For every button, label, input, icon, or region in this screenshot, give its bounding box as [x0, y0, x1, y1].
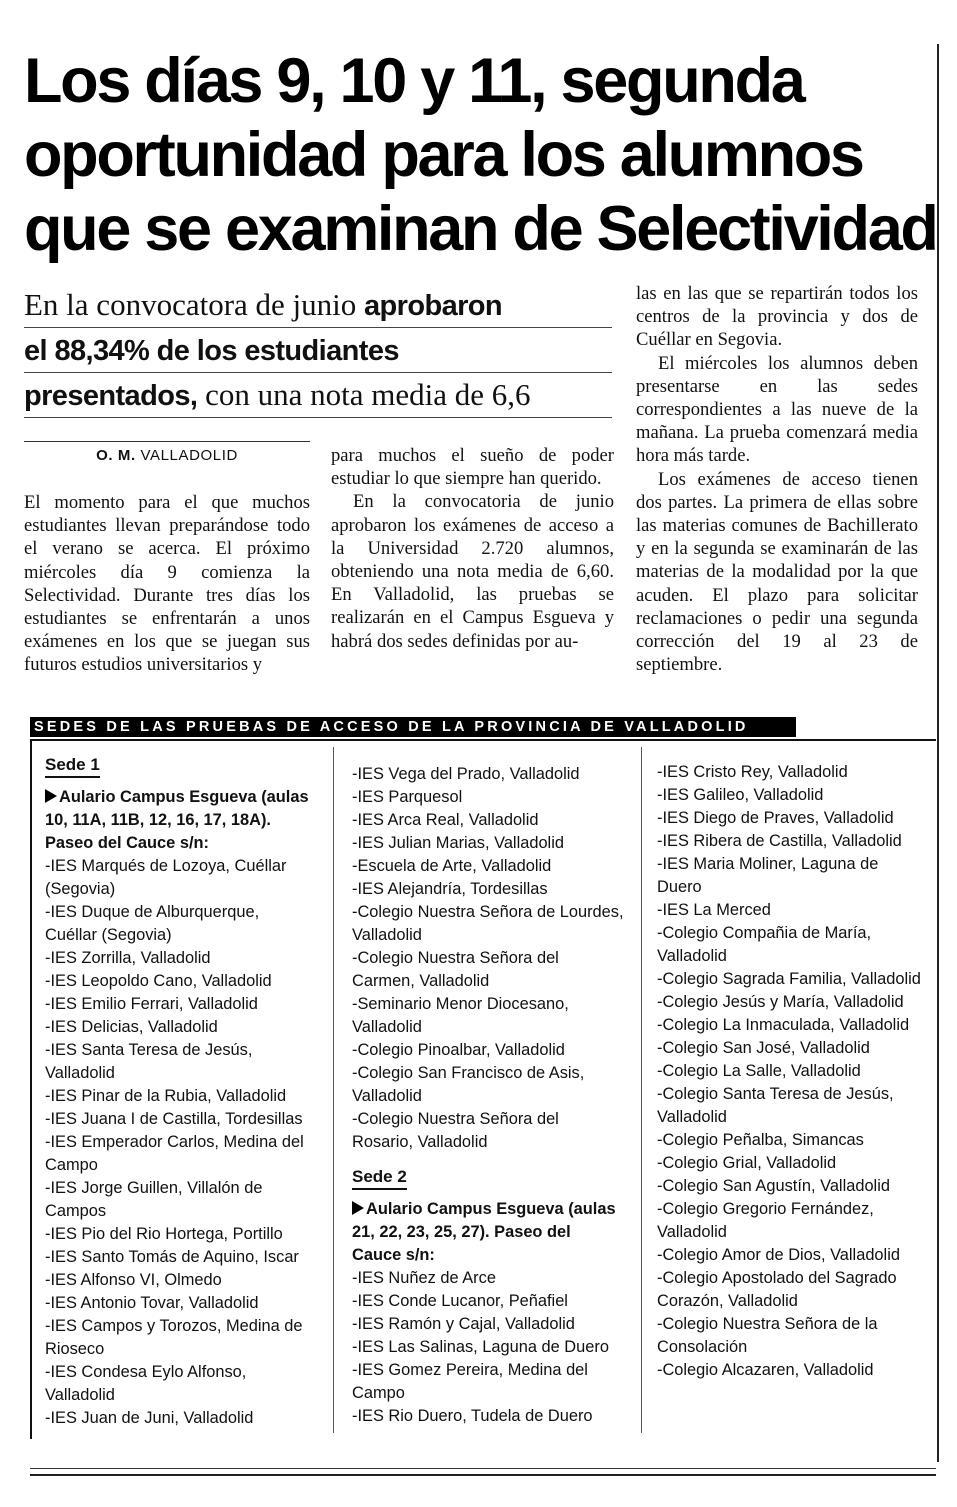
- byline: [24, 447, 310, 464]
- article-column-2: [331, 444, 614, 653]
- list-item: -IES Gomez Pereira, Medina del Campo: [352, 1361, 588, 1402]
- headline-line: oportunidad para los alumnos: [24, 120, 863, 190]
- list-item: -IES Ramón y Cajal, Valladolid: [352, 1315, 575, 1333]
- article-paragraph: Los exámenes de acceso tienen dos partes. La primera de ellas sobre las materias comunes de Bachillerato y en la segunda se examinarán de las materias de la modalidad por la que acuden. El plazo para solicitar reclamaciones o pedir una segunda corrección del 19 al 23 de septiembre.: [636, 468, 918, 676]
- list-item: -Colegio San José, Valladolid: [657, 1039, 870, 1057]
- article-column-3: [636, 282, 918, 676]
- list-item: -IES Diego de Praves, Valladolid: [657, 809, 894, 827]
- list-column-1: [45, 754, 315, 1430]
- subhead-bold: presentados,: [24, 380, 198, 412]
- list-item: -IES Santo Tomás de Aquino, Iscar: [45, 1248, 299, 1266]
- box-rule: [30, 739, 936, 741]
- list-item: -Colegio Amor de Dios, Valladolid: [657, 1246, 900, 1264]
- list-item: -IES Delicias, Valladolid: [45, 1018, 218, 1036]
- list-column-2: [352, 763, 624, 1428]
- list-item: -Colegio Pinoalbar, Valladolid: [352, 1041, 565, 1059]
- headline-line: Los días 9, 10 y 11, segunda: [24, 46, 804, 116]
- sede-venue-text: Aulario Campus Esgueva (aulas 21, 22, 23, 25, 27). Paseo del Cauce s/n:: [352, 1200, 616, 1264]
- sede-venue: [352, 1198, 624, 1267]
- headline-line: que se examinan de Selectividad: [24, 194, 937, 264]
- list-item: -IES Juan de Juni, Valladolid: [45, 1409, 254, 1427]
- article-column-1: [24, 491, 310, 677]
- subhead: [24, 283, 612, 418]
- byline-place: VALLADOLID: [135, 447, 238, 464]
- list-item: -Colegio Jesús y María, Valladolid: [657, 993, 904, 1011]
- box-rule: [30, 739, 32, 1439]
- arrow-right-icon: [45, 789, 57, 803]
- institution-list: [45, 855, 315, 1430]
- subhead-text: con una nota media de 6,6: [197, 377, 531, 412]
- list-item: -IES Zorrilla, Valladolid: [45, 949, 211, 967]
- article-paragraph: El miércoles los alumnos deben presentarse en las sedes correspondientes a las nueve de la mañana. La prueba comenzará media hora más tarde.: [636, 352, 918, 467]
- list-item: -IES Arca Real, Valladolid: [352, 811, 539, 829]
- sidebar-box-title: SEDES DE LAS PRUEBAS DE ACCESO DE LA PROVINCIA DE VALLADOLID: [30, 717, 796, 737]
- list-item: -IES Antonio Tovar, Valladolid: [45, 1294, 259, 1312]
- list-item: -IES La Merced: [657, 901, 771, 919]
- list-item: -Colegio Nuestra Señora de Lourdes, Valladolid: [352, 903, 624, 944]
- subhead-bold: aprobaron: [364, 290, 503, 322]
- list-item: -IES Pinar de la Rubia, Valladolid: [45, 1087, 287, 1105]
- institution-list: [657, 761, 927, 1382]
- list-column-3: [657, 761, 927, 1382]
- list-item: -Colegio La Inmaculada, Valladolid: [657, 1016, 910, 1034]
- byline-author: O. M.: [96, 447, 136, 464]
- list-item: -IES Alejandría, Tordesillas: [352, 880, 548, 898]
- article-paragraph: las en las que se repartirán todos los centros de la provincia y dos de Cuéllar en Segovia.: [636, 283, 918, 351]
- list-item: -IES Cristo Rey, Valladolid: [657, 763, 848, 781]
- list-item: -IES Leopoldo Cano, Valladolid: [45, 972, 272, 990]
- institution-list: [352, 763, 624, 1154]
- list-item: -IES Nuñez de Arce: [352, 1269, 496, 1287]
- subhead-line-1: [24, 283, 612, 328]
- list-item: -Escuela de Arte, Valladolid: [352, 857, 552, 875]
- article-paragraph: En la convocatoria de junio aprobaron los exámenes de acceso a la Universidad 2.720 alumnos, obteniendo una nota media de 6,60. En Valladolid, las pruebas se realizarán en el Campus Esgueva y habrá dos sedes definidas por au-: [331, 491, 614, 652]
- sede-venue: [45, 786, 315, 855]
- list-item: -Colegio Sagrada Familia, Valladolid: [657, 970, 921, 988]
- list-item: -IES Campos y Torozos, Medina de Rioseco: [45, 1317, 303, 1358]
- right-column-rule: [937, 44, 939, 1462]
- column-divider: [641, 747, 642, 1433]
- list-item: -IES Las Salinas, Laguna de Duero: [352, 1338, 609, 1356]
- byline-rule: [24, 441, 310, 442]
- list-item: -Colegio Gregorio Fernández, Valladolid: [657, 1200, 874, 1241]
- list-item: -Colegio Santa Teresa de Jesús, Valladolid: [657, 1085, 894, 1126]
- list-item: -Seminario Menor Diocesano, Valladolid: [352, 995, 569, 1036]
- arrow-right-icon: [352, 1201, 364, 1215]
- list-item: -IES Marqués de Lozoya, Cuéllar (Segovia): [45, 857, 287, 898]
- bottom-rule: [30, 1468, 936, 1469]
- column-divider: [333, 747, 334, 1433]
- headline: [24, 44, 937, 266]
- sede-label: Sede 1: [45, 754, 100, 778]
- subhead-line-2: [24, 328, 612, 373]
- list-item: -Colegio Compañia de María, Valladolid: [657, 924, 872, 965]
- list-item: -IES Emperador Carlos, Medina del Campo: [45, 1133, 304, 1174]
- list-item: -IES Conde Lucanor, Peñafiel: [352, 1292, 568, 1310]
- subhead-text: En la convocatora de junio: [24, 287, 365, 322]
- subhead-line-3: [24, 373, 612, 418]
- article-paragraph: El momento para el que muchos estudiantes llevan preparándose todo el verano se acerca. El próximo miércoles día 9 comienza la Selectividad. Durante tres días los estudiantes se enfrentarán a unos exámenes en los que se juegan sus futuros estudios universitarios y: [24, 492, 310, 676]
- list-item: -IES Parquesol: [352, 788, 463, 806]
- list-item: -Colegio Peñalba, Simancas: [657, 1131, 864, 1149]
- list-item: -IES Santa Teresa de Jesús, Valladolid: [45, 1041, 253, 1082]
- bottom-rule: [30, 1474, 936, 1476]
- list-item: -IES Jorge Guillen, Villalón de Campos: [45, 1179, 263, 1220]
- list-item: -IES Duque de Alburquerque, Cuéllar (Segovia): [45, 903, 260, 944]
- list-item: -Colegio San Francisco de Asis, Valladolid: [352, 1064, 585, 1105]
- article-paragraph: para muchos el sueño de poder estudiar lo que siempre han querido.: [331, 445, 614, 490]
- list-item: -IES Julian Marias, Valladolid: [352, 834, 564, 852]
- list-item: -IES Alfonso VI, Olmedo: [45, 1271, 222, 1289]
- list-item: -IES Juana I de Castilla, Tordesillas: [45, 1110, 303, 1128]
- institution-list: [352, 1267, 624, 1428]
- list-item: -Colegio La Salle, Valladolid: [657, 1062, 861, 1080]
- list-item: -Colegio Nuestra Señora del Rosario, Valladolid: [352, 1110, 559, 1151]
- sede-venue-text: Aulario Campus Esgueva (aulas 10, 11A, 11B, 12, 16, 17, 18A). Paseo del Cauce s/n:: [45, 788, 309, 852]
- sede-label: Sede 2: [352, 1166, 407, 1190]
- list-item: -Colegio Alcazaren, Valladolid: [657, 1361, 874, 1379]
- list-item: -IES Galileo, Valladolid: [657, 786, 824, 804]
- list-item: -Colegio Nuestra Señora del Carmen, Valladolid: [352, 949, 559, 990]
- list-item: -IES Vega del Prado, Valladolid: [352, 765, 580, 783]
- list-item: -Colegio Apostolado del Sagrado Corazón, Valladolid: [657, 1269, 897, 1310]
- list-item: -Colegio Nuestra Señora de la Consolación: [657, 1315, 878, 1356]
- list-item: -IES Condesa Eylo Alfonso, Valladolid: [45, 1363, 247, 1404]
- list-item: -Colegio Grial, Valladolid: [657, 1154, 837, 1172]
- subhead-bold: el 88,34% de los estudiantes: [24, 335, 399, 367]
- list-item: -IES Pio del Rio Hortega, Portillo: [45, 1225, 283, 1243]
- list-item: -IES Emilio Ferrari, Valladolid: [45, 995, 258, 1013]
- list-item: -Colegio San Agustín, Valladolid: [657, 1177, 890, 1195]
- list-item: -IES Rio Duero, Tudela de Duero: [352, 1407, 593, 1425]
- list-item: -IES Maria Moliner, Laguna de Duero: [657, 855, 879, 896]
- list-item: -IES Ribera de Castilla, Valladolid: [657, 832, 902, 850]
